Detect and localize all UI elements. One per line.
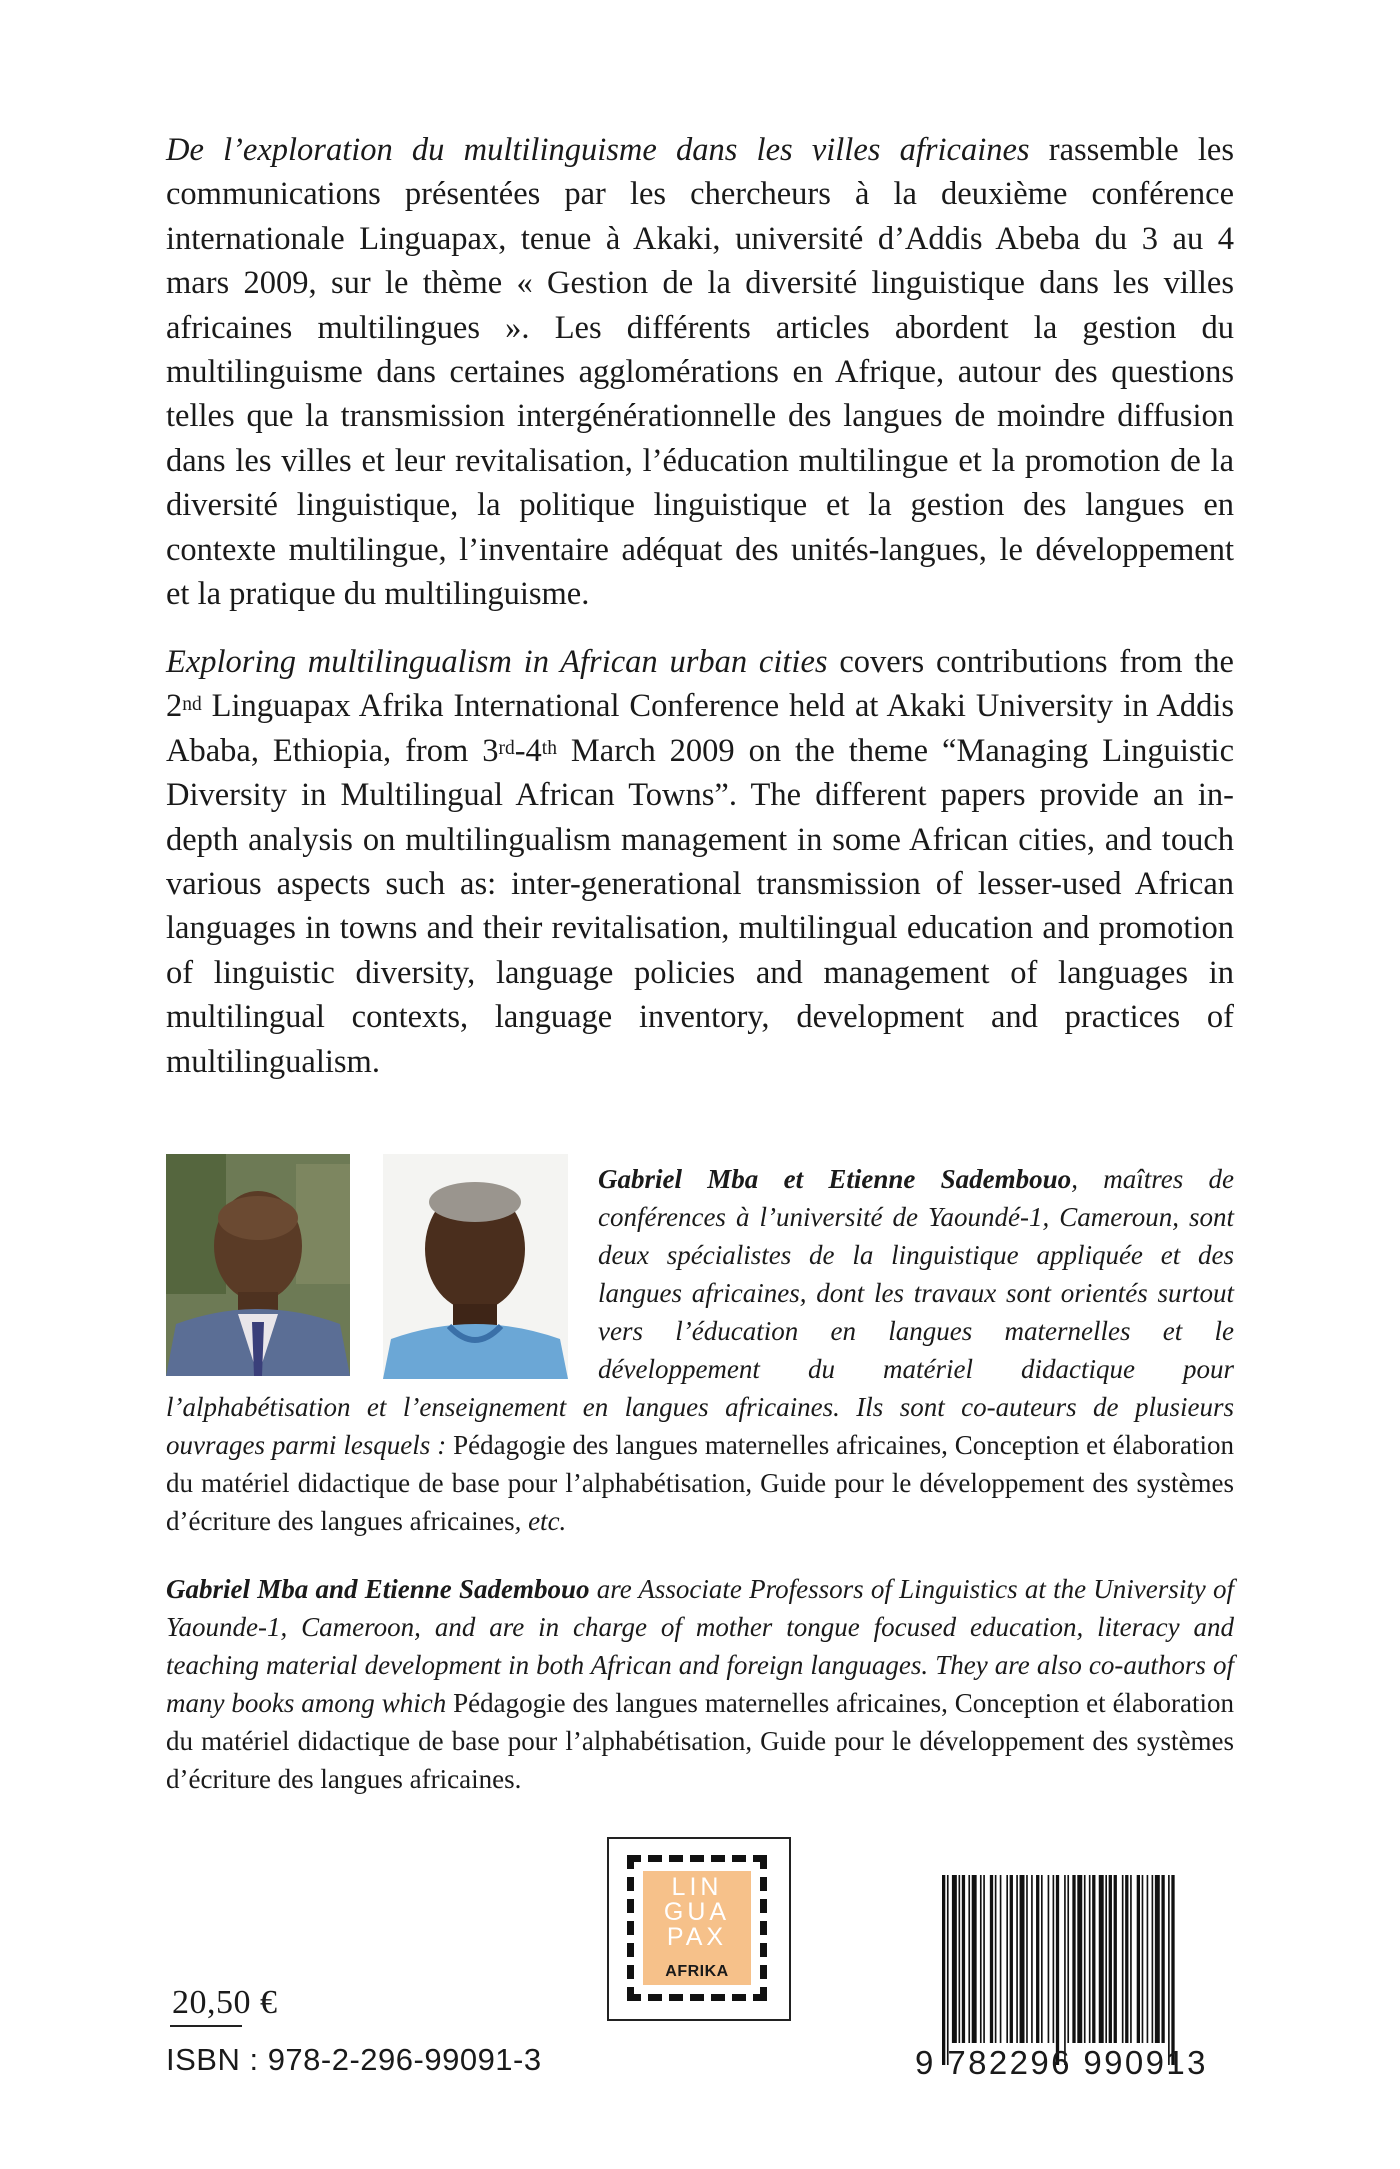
barcode-bar [1010,1875,1013,2043]
barcode-bar [1130,1875,1132,2043]
barcode-bar [1161,1875,1164,2043]
ordinal-suffix: th [541,738,557,759]
barcode-bar [1122,1875,1124,2043]
barcode-bar [1016,1875,1018,2043]
barcode-bar [1168,1875,1170,2065]
barcode-icon [942,1875,1238,2065]
authors-etc: , etc. [514,1506,567,1536]
french-summary-body: rassemble les communications présentées par les chercheurs à la deuxième conférence internationale Linguapax, tenue à Akaki, université d’Addis Abeba du 3 au 4 mars 2009, sur le thème « Gestion de la diversité linguistique dans les villes africaines multilingues ». Les différents articles abordent la gestion du multilinguisme dans certaines agglomérations en Afrique, autour des questions telles que la transmission intergénérationnelle des langues de moindre diffusion dans les villes et leur revitalisation, l’éducation multilingue et la promotion de la diversité linguistique, la politique linguistique et la gestion des langues en contexte multilingue, l’inventaire adéquat des unités-langues, le développement et la pratique du multilinguisme. [166,132,1234,613]
price: 20,50 € [172,1984,278,2021]
english-summary-part: March 2009 on the theme “Managing Linguistic Diversity in Multilingual African Towns”. The different papers provide an in-depth analysis on multilingualism management in some African cities, and touch various aspects such as: inter-generational transmission of lesser-used African languages in towns and their revitalisation, multilingual education and promotion of linguistic diversity, language policies and management of languages in multilingual contexts, language inventory, development and practices of multilingualism. [166,732,1234,1080]
authors-bio-en-text: are Associate Professors of Linguistics at the University of Yaounde-1, Cameroon, and are in charge of mother tongue focused education, literacy and teaching material development in both African and foreign languages. They are also co-authors of many books among which [166,1574,1234,1718]
barcode-bar [959,1875,961,2043]
price-underline [170,2025,242,2027]
barcode-bar [1092,1875,1095,2043]
english-summary-part: -4 [514,732,542,769]
barcode-bar [983,1875,985,2043]
french-title: De l’exploration du multilinguisme dans les villes africaines [166,132,1030,168]
barcode-bar [1084,1875,1086,2043]
logo-orange-panel [643,1871,751,1985]
logo-line-2: GUA [663,1898,731,1926]
author-names-en: Gabriel Mba and Etienne Sadembouo [166,1574,590,1604]
barcode-bar [952,1875,957,2043]
barcode-bar [1020,1875,1025,2043]
english-summary-part: covers contributions from the 2 [166,644,1234,725]
french-summary [166,128,1234,616]
barcode-bar [947,1875,949,2065]
authors-works-en: Pédagogie des langues maternelles africaines, Conception et élaboration du matériel didactique de base pour l’alphabétisation, Guide pour le développement des systèmes d’écriture des langues africaines. [166,1688,1235,1794]
logo-line-1: LIN [671,1873,723,1901]
isbn-number: ISBN : 978-2-296-99091-3 [166,2042,542,2077]
barcode-bar [1026,1875,1028,2043]
barcode-bar [1031,1875,1033,2043]
barcode-bar [962,1875,965,2043]
barcode-bar [1152,1875,1154,2043]
author-names-fr: Gabriel Mba et Etienne Sadembouo [598,1164,1072,1194]
barcode-bar [1072,1875,1075,2043]
barcode-bar [1000,1875,1002,2043]
barcode-bar [1041,1875,1043,2043]
barcode-bar [1064,1875,1066,2065]
authors-bio-fr-text: , maîtres de conférences à l’université de Yaoundé-1, Cameroun, sont deux spécialistes de la linguistique appliquée et des langues africaines, dont les travaux sont orientés surtout vers l’éducation en langues maternelles et le développement du matériel didactique pour l’alphabétisation et l’enseignement en langues africaines. Ils sont co-auteurs de plusieurs ouvrages parmi lesquels : [166,1164,1235,1460]
barcode-bar [1171,1875,1174,2065]
barcode-bar [1048,1875,1050,2043]
barcode-bar [1125,1875,1128,2043]
barcode-digits: 9 782296 990913 [915,2044,1208,2081]
barcode-bar [968,1875,970,2043]
barcode-bar [1155,1875,1160,2043]
english-summary-part: Linguapax Afrika International Conference held at Akaki University in Addis Ababa, Ethiopia, from 3 [166,688,1234,769]
logo-subtitle: AFRIKA [665,1963,729,1980]
authors-bio-english [166,1570,1234,1798]
barcode-bar [1142,1875,1144,2043]
barcode-bar [1147,1875,1149,2043]
barcode-bar [1053,1875,1055,2043]
barcode-bar [1109,1875,1112,2043]
linguapax-afrika-logo [607,1837,791,2021]
barcode-bar [1036,1875,1039,2043]
barcode-bar [1114,1875,1117,2043]
barcode-bar [972,1875,977,2043]
barcode-bar [1067,1875,1069,2043]
english-summary [166,640,1234,1084]
barcode-bar [1105,1875,1107,2043]
ordinal-suffix: rd [498,738,515,759]
barcode-bar [1137,1875,1140,2043]
barcode-bar [1089,1875,1091,2043]
authors-bio-french [166,1160,1234,1540]
barcode-bar [1006,1875,1008,2043]
ordinal-suffix: nd [182,693,202,715]
barcode-bar [990,1875,993,2043]
logo-line-3: PAX [666,1923,728,1951]
authors-works-fr: Pédagogie des langues maternelles africaines, Conception et élaboration du matériel didactique de base pour l’alphabétisation, Guide pour le développement des systèmes d’écriture des langues africaines [166,1430,1235,1536]
barcode-bar [1099,1875,1104,2043]
barcode-bar [980,1875,982,2043]
barcode-bar [1056,1875,1059,2065]
barcode-bar [1077,1875,1082,2043]
logo-frame [627,1855,767,2001]
barcode-bar [995,1875,997,2043]
barcode-bar [942,1875,945,2065]
english-title: Exploring multilingualism in African urban cities [166,644,828,680]
